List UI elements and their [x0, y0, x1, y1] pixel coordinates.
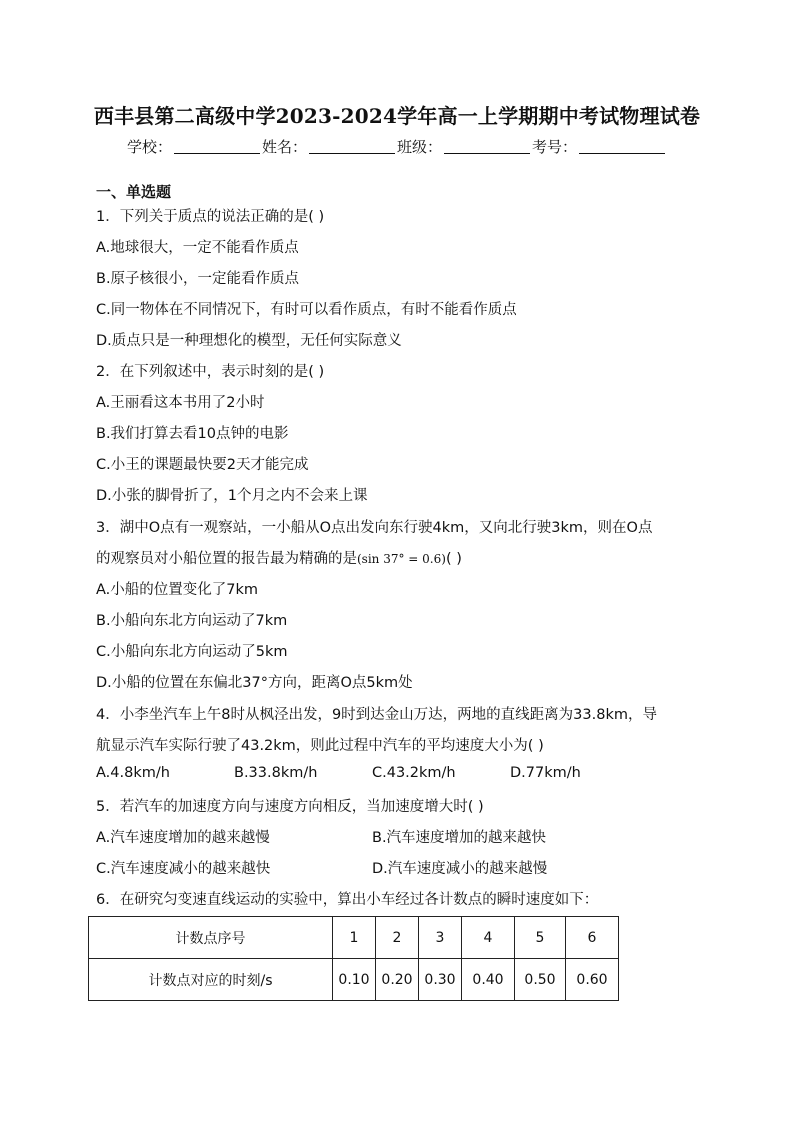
table-row-label: 计数点序号	[89, 917, 333, 959]
q3-stem-line1: 3．湖中O点有一观察站，一小船从O点出发向东行驶4km，又向北行驶3km，则在O点	[96, 520, 653, 536]
table-cell: 2	[376, 917, 419, 959]
q5-stem: 5．若汽车的加速度方向与速度方向相反，当加速度增大时( )	[96, 799, 484, 815]
table-cell: 0.20	[376, 959, 419, 1001]
q4-option-b: B.33.8km/h	[234, 765, 318, 781]
q5-option-a: A.汽车速度增加的越来越慢	[96, 830, 270, 846]
number-blank[interactable]	[579, 139, 665, 154]
q4-stem-line2: 航显示汽车实际行驶了43.2km，则此过程中汽车的平均速度大小为( )	[96, 738, 544, 754]
q2-option-a: A.王丽看这本书用了2小时	[96, 395, 265, 411]
table-cell: 1	[333, 917, 376, 959]
q5-options-row1	[96, 826, 696, 846]
table-row	[89, 917, 619, 959]
class-blank[interactable]	[444, 139, 530, 154]
q4-option-a: A.4.8km/h	[96, 765, 170, 781]
exam-title: 西丰县第二高级中学2023-2024学年高一上学期期中考试物理试卷	[93, 104, 701, 128]
q3-option-c: C.小船向东北方向运动了5km	[96, 644, 288, 660]
q3-option-a: A.小船的位置变化了7km	[96, 582, 259, 598]
name-label: 姓名：	[261, 138, 307, 156]
table-row-label: 计数点对应的时刻/s	[89, 959, 333, 1001]
q3-stem-line2	[96, 547, 462, 568]
q1-option-b: B.原子核很小，一定能看作质点	[96, 271, 300, 287]
q1-option-c: C.同一物体在不同情况下，有时可以看作质点，有时不能看作质点	[96, 302, 517, 318]
q3-stem-paren: ( )	[445, 551, 462, 567]
q3-sin-formula: (sin 37° = 0.6)	[357, 552, 446, 566]
q2-option-b: B.我们打算去看10点钟的电影	[96, 426, 289, 442]
number-label: 考号：	[532, 138, 578, 156]
q2-option-c: C.小王的课题最快要2天才能完成	[96, 457, 309, 473]
q5-options-row2	[96, 857, 696, 877]
q4-stem-line1: 4．小李坐汽车上午8时从枫泾出发，9时到达金山万达，两地的直线距离为33.8km，导	[96, 707, 657, 723]
q3-option-d: D.小船的位置在东偏北37°方向，距离O点5km处	[96, 675, 413, 691]
q4-option-c: C.43.2km/h	[372, 765, 456, 781]
table-cell: 0.40	[462, 959, 515, 1001]
table-cell: 0.50	[515, 959, 566, 1001]
q1-option-d: D.质点只是一种理想化的模型，无任何实际意义	[96, 333, 402, 349]
q6-data-table	[88, 916, 619, 1001]
table-cell: 0.30	[419, 959, 462, 1001]
table-cell: 0.10	[333, 959, 376, 1001]
student-info-line	[0, 136, 794, 157]
q2-option-d: D.小张的脚骨折了，1个月之内不会来上课	[96, 488, 368, 504]
table-cell: 5	[515, 917, 566, 959]
q6-stem: 6．在研究匀变速直线运动的实验中，算出小车经过各计数点的瞬时速度如下：	[96, 892, 599, 908]
q4-option-d: D.77km/h	[510, 765, 581, 781]
q5-option-d: D.汽车速度减小的越来越慢	[372, 861, 548, 877]
q5-option-c: C.汽车速度减小的越来越快	[96, 861, 271, 877]
q1-stem: 1．下列关于质点的说法正确的是( )	[96, 209, 325, 225]
table-cell: 6	[566, 917, 619, 959]
school-label: 学校：	[126, 138, 172, 156]
q1-option-a: A.地球很大，一定不能看作质点	[96, 240, 299, 256]
q3-option-b: B.小船向东北方向运动了7km	[96, 613, 288, 629]
school-blank[interactable]	[174, 139, 260, 154]
q3-stem-text: 的观察员对小船位置的报告最为精确的是	[96, 551, 357, 567]
q2-stem: 2．在下列叙述中，表示时刻的是( )	[96, 364, 325, 380]
class-label: 班级：	[397, 138, 443, 156]
name-blank[interactable]	[309, 139, 395, 154]
table-cell: 3	[419, 917, 462, 959]
table-row	[89, 959, 619, 1001]
section-heading: 一、单选题	[96, 183, 172, 201]
q5-option-b: B.汽车速度增加的越来越快	[372, 830, 547, 846]
q4-options-row	[96, 765, 696, 785]
table-cell: 4	[462, 917, 515, 959]
table-cell: 0.60	[566, 959, 619, 1001]
